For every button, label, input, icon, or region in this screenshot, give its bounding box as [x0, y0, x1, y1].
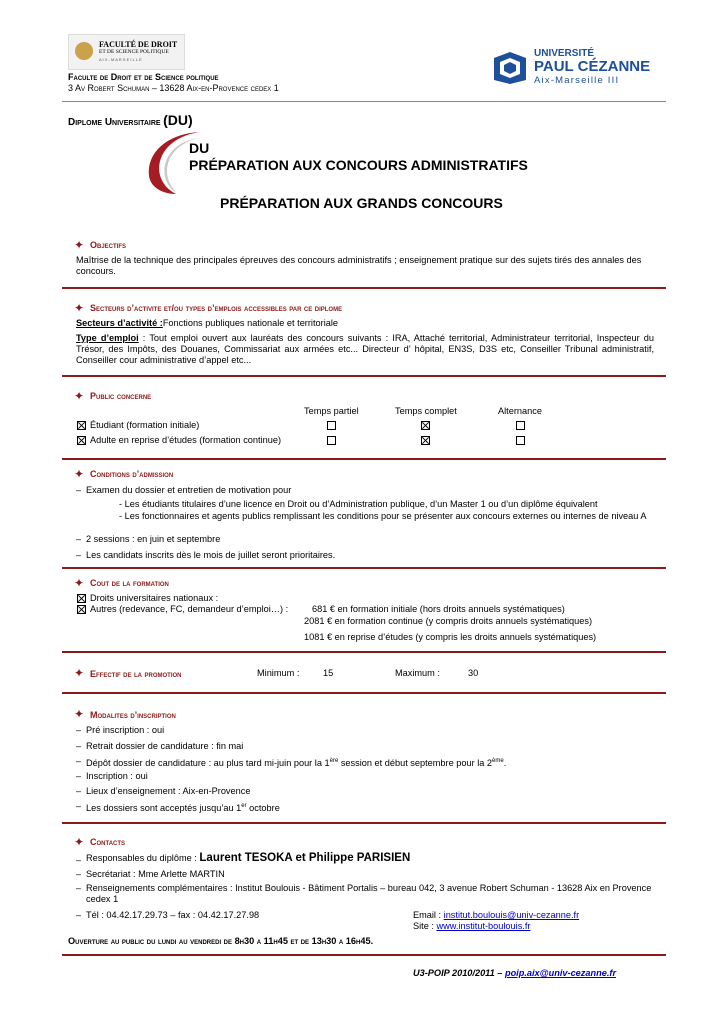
bullet-dash: – — [76, 741, 82, 751]
secteurs-line: Secteurs d’activité :Fonctions publiques nationale et territoriale — [76, 318, 338, 328]
univ-line-3: Aix-Marseille III — [534, 75, 620, 86]
footer-email-link[interactable]: poip.aix@univ-cezanne.fr — [504, 968, 617, 978]
logo-line-3: A I X - M A R S E I L L E — [99, 57, 142, 62]
col-alternance: Alternance — [498, 406, 542, 416]
univ-line-1: UNIVERSITÉ — [534, 48, 595, 59]
faculty-logo — [68, 34, 185, 70]
conditions-item-3: Les candidats inscrits dès le mois de juillet seront prioritaires. — [86, 550, 336, 560]
modalites-heading: Modalites d’inscription — [90, 710, 176, 720]
secteurs-heading: Secteurs d’activite et/ou types d’emplois accessibles par ce diplome — [90, 303, 343, 313]
star-icon: ✦ — [74, 666, 85, 680]
renseignements-line: Renseignements complémentaires : Institut Boulouis - Bâtiment Portalis – bureau 042, 3 avenue Robert Schuman - 13628 Aix en Provence cedex 1 — [86, 883, 652, 904]
bullet-dash: – — [76, 771, 82, 781]
modalites-item-4: Inscription : oui — [86, 771, 148, 781]
checkbox-etudiant-alternance[interactable] — [516, 421, 525, 430]
univ-emblem-icon — [492, 50, 528, 86]
tel-line: Tél : 04.42.17.29.73 – fax : 04.42.17.27.98 — [86, 910, 260, 920]
star-icon: ✦ — [74, 389, 85, 403]
logo-line-1: FACULTÉ DE DROIT — [99, 40, 178, 49]
title-main: PRÉPARATION AUX CONCOURS ADMINISTRATIFS — [189, 157, 528, 173]
faculty-name: Faculte de Droit et de Science politique — [68, 72, 219, 82]
modalites-item-2: Retrait dossier de candidature : fin mai — [86, 741, 244, 751]
star-icon: ✦ — [74, 467, 85, 481]
modalites-item-1: Pré inscription : oui — [86, 725, 165, 735]
section-divider — [62, 954, 666, 956]
faculty-address: 3 Av Robert Schuman – 13628 Aix-en-Provence cedex 1 — [68, 83, 279, 93]
cout-line-1: Droits universitaires nationaux : — [90, 593, 219, 603]
modalites-item-5: Lieux d’enseignement : Aix-en-Provence — [86, 786, 251, 796]
opening-hours: Ouverture au public du lundi au vendredi de 8h30 a 11h45 et de 13h30 a 16h45. — [68, 936, 374, 946]
col-temps-partiel: Temps partiel — [304, 406, 359, 416]
price-initiale: 681 € en formation initiale (hors droits annuels systématiques) — [312, 604, 565, 614]
bullet-dash: – — [76, 801, 82, 811]
bullet-dash: – — [76, 883, 82, 893]
checkbox-adulte-complet[interactable] — [421, 436, 430, 445]
conditions-heading: Conditions d’admission — [90, 469, 174, 479]
email-link[interactable]: institut.boulouis@univ-cezanne.fr — [443, 910, 580, 920]
responsables-line: Responsables du diplôme : Laurent TESOKA et Philippe PARISIEN — [86, 852, 411, 864]
conditions-item-1: Examen du dossier et entretien de motivation pour — [86, 485, 292, 495]
objectifs-text: Maîtrise de la technique des principales épreuves des concours administratifs ; enseignement pratique sur des sujets tirés des annales des concours. — [76, 255, 642, 276]
bullet-dash: – — [76, 534, 82, 544]
bullet-dash: – — [76, 485, 82, 495]
scales-icon — [75, 42, 93, 60]
conditions-sub-2: - Les fonctionnaires et agents publics remplissant les conditions pour se présenter aux concours externes ou internes de niveau A — [119, 511, 647, 521]
droits-checkbox[interactable] — [77, 594, 86, 603]
max-value: 30 — [468, 668, 479, 678]
row-checkbox[interactable] — [77, 436, 86, 445]
objectifs-heading: Objectifs — [90, 240, 127, 250]
site-line: Site : www.institut-boulouis.fr — [413, 921, 531, 931]
header-divider — [62, 101, 666, 102]
price-continue: 2081 € en formation continue (y compris droits annuels systématiques) — [304, 616, 593, 626]
star-icon: ✦ — [74, 707, 85, 721]
bullet-dash: – — [76, 869, 82, 879]
section-divider — [62, 651, 666, 653]
row-checkbox[interactable] — [77, 421, 86, 430]
title-du: DU — [189, 140, 210, 156]
section-divider — [62, 822, 666, 824]
max-label: Maximum : — [395, 668, 440, 678]
bullet-dash: – — [76, 855, 82, 865]
modalites-item-3: Dépôt dossier de candidature : au plus tard mi-juin pour la 1ère session et début septembre pour la 2ème. — [86, 758, 507, 769]
modalites-item-6: Les dossiers sont acceptés jusqu’au 1er octobre — [86, 803, 280, 814]
logo-line-2: ET DE SCIENCE POLITIQUE — [99, 49, 169, 55]
effectif-heading: Effectif de la promotion — [90, 669, 182, 679]
section-divider — [62, 375, 666, 377]
min-value: 15 — [323, 668, 334, 678]
email-line: Email : institut.boulouis@univ-cezanne.fr — [413, 910, 580, 920]
bullet-dash: – — [76, 725, 82, 735]
section-divider — [62, 287, 666, 289]
contacts-heading: Contacts — [90, 837, 126, 847]
conditions-sub-1: - Les étudiants titulaires d’une licence en Droit ou d’Administration publique, d’un Master 1 ou d’un diplôme équivalent — [119, 499, 598, 509]
col-temps-complet: Temps complet — [395, 406, 457, 416]
cout-heading: Cout de la formation — [90, 578, 169, 588]
checkbox-etudiant-complet[interactable] — [421, 421, 430, 430]
site-link[interactable]: www.institut-boulouis.fr — [436, 921, 531, 931]
checkbox-adulte-alternance[interactable] — [516, 436, 525, 445]
title-sub: PRÉPARATION AUX GRANDS CONCOURS — [220, 195, 503, 211]
section-divider — [62, 458, 666, 460]
autres-checkbox[interactable] — [77, 605, 86, 614]
star-icon: ✦ — [74, 301, 85, 315]
du-label: Diplome Universitaire (DU) — [68, 112, 193, 128]
min-label: Minimum : — [257, 668, 300, 678]
public-heading: Public concerne — [90, 391, 152, 401]
univ-line-2: PAUL CÉZANNE — [534, 58, 651, 75]
star-icon: ✦ — [74, 238, 85, 252]
star-icon: ✦ — [74, 576, 85, 590]
type-emploi-text: Type d’emploi : Tout emploi ouvert aux lauréats des concours suivants : IRA, Attaché territorial, Administrateur territorial, Inspecteur du Trésor, des Impôts, des Douanes, Commissariat aux armées etc... Directeur d’ hôpital, EN3S, D3S etc, Conseiller Tribunal administratif, Conseiller cour administrative d’appel etc... — [76, 333, 654, 365]
star-icon: ✦ — [74, 835, 85, 849]
bullet-dash: – — [76, 550, 82, 560]
bullet-dash: – — [76, 786, 82, 796]
university-logo — [492, 48, 652, 88]
cout-line-2: Autres (redevance, FC, demandeur d’emploi…) : — [90, 604, 289, 614]
section-divider — [62, 567, 666, 569]
row-etudiant: Étudiant (formation initiale) — [90, 420, 200, 430]
price-reprise: 1081 € en reprise d’études (y compris les droits annuels systématiques) — [304, 632, 597, 642]
bullet-dash: – — [76, 910, 82, 920]
checkbox-etudiant-partiel[interactable] — [327, 421, 336, 430]
bullet-dash: – — [76, 756, 82, 766]
checkbox-adulte-partiel[interactable] — [327, 436, 336, 445]
secretariat-line: Secrétariat : Mme Arlette MARTIN — [86, 869, 225, 879]
section-divider — [62, 692, 666, 694]
row-adulte: Adulte en reprise d’études (formation continue) — [90, 435, 282, 445]
conditions-item-2: 2 sessions : en juin et septembre — [86, 534, 221, 544]
footer-ref: U3-POIP 2010/2011 – poip.aix@univ-cezanne.fr — [413, 968, 617, 978]
